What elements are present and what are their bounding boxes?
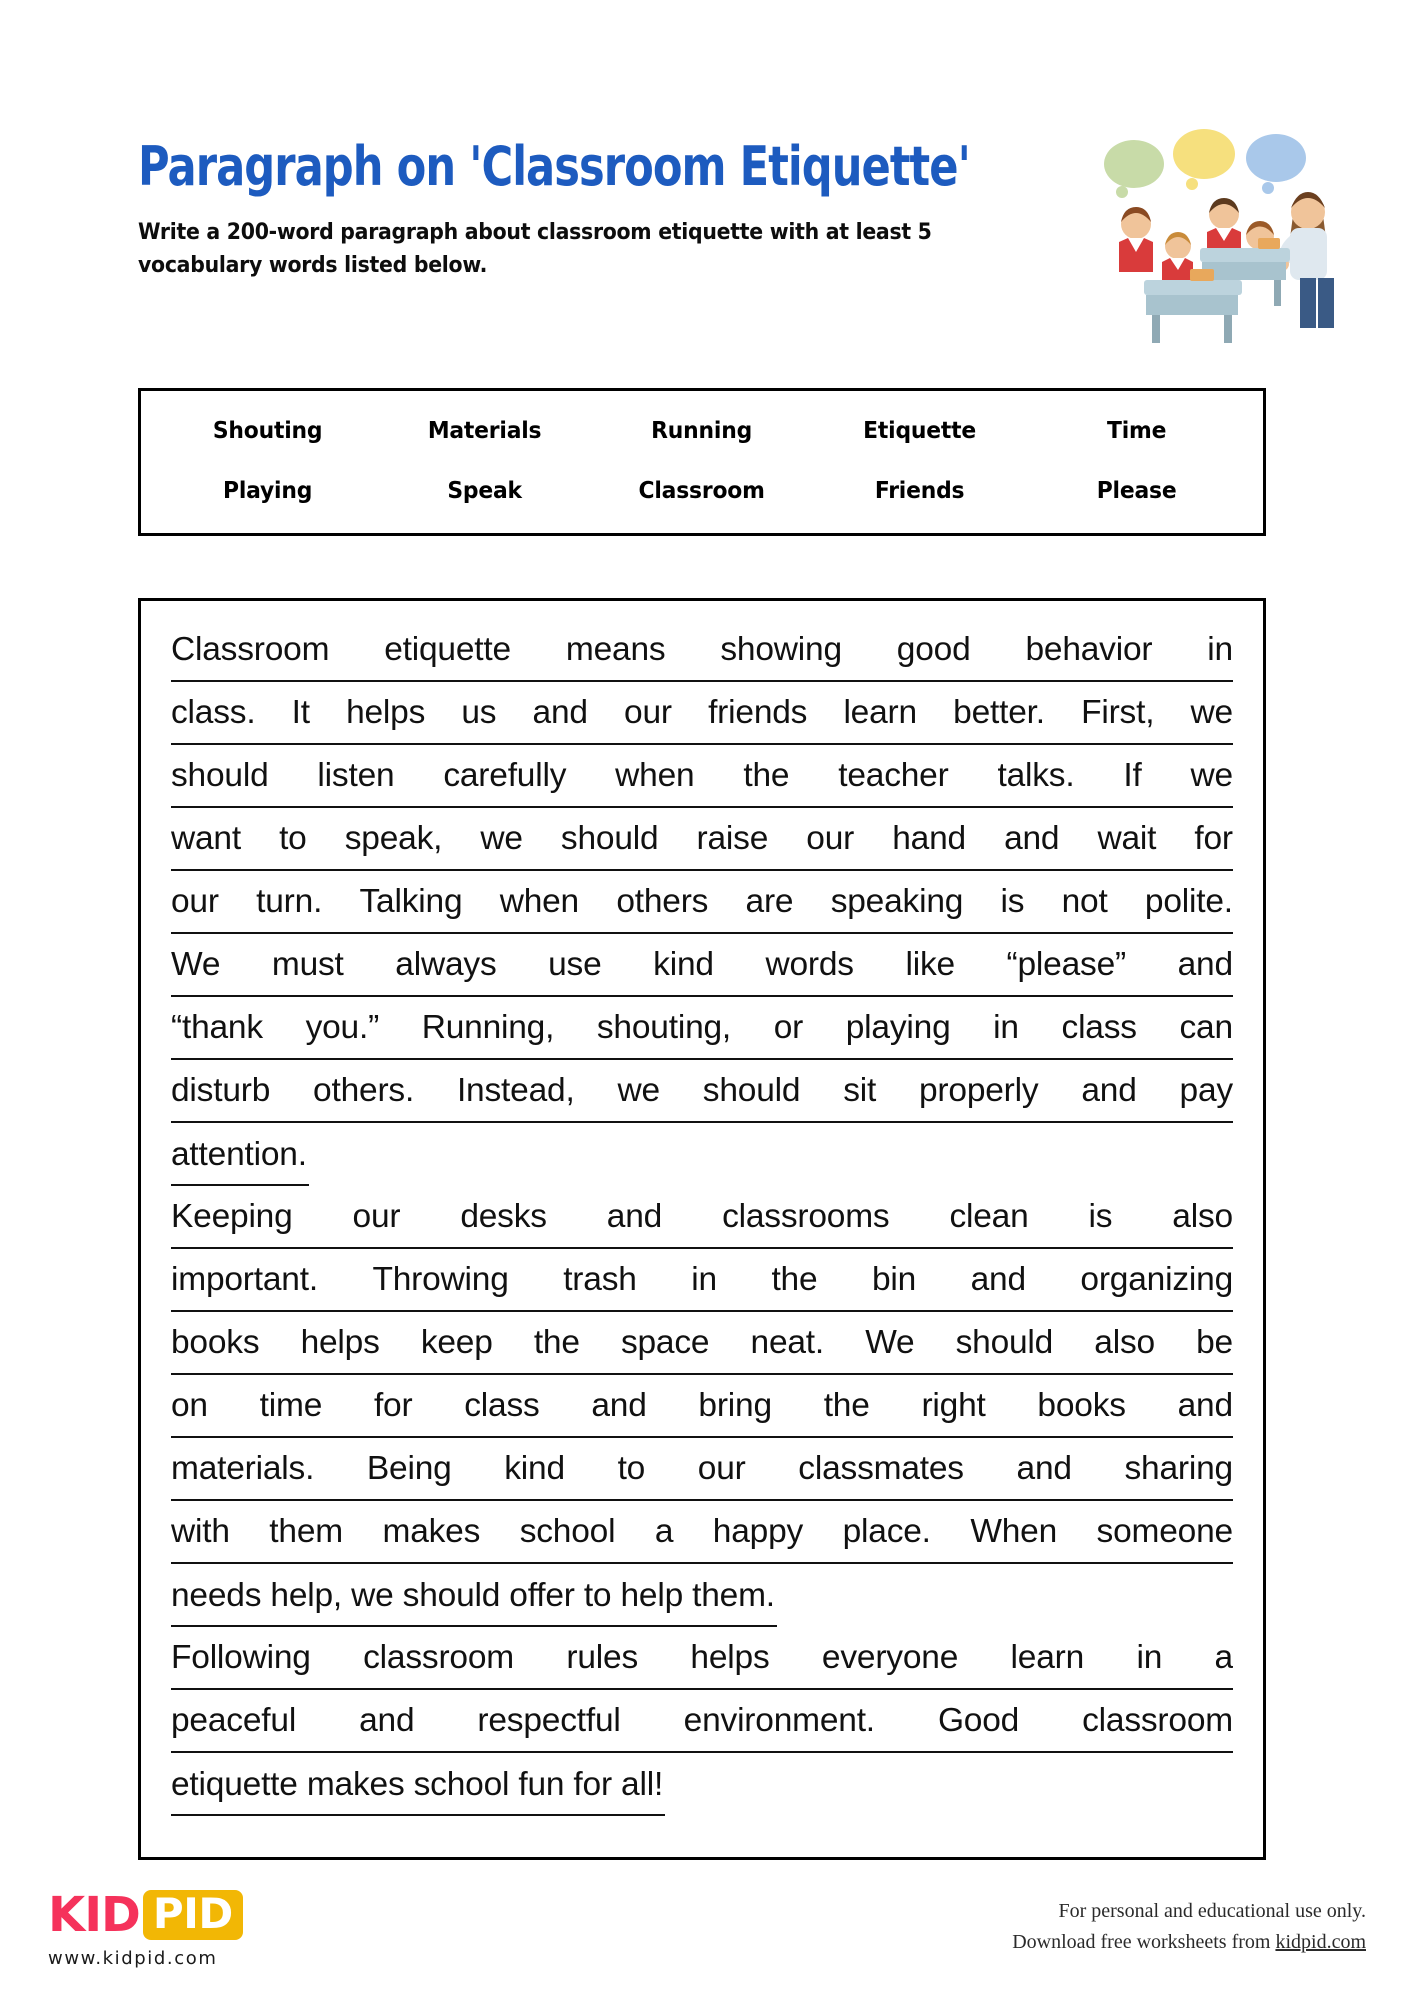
answer-word: also [1094, 1324, 1155, 1361]
answer-word: to [617, 1450, 646, 1487]
answer-word: happy [712, 1513, 804, 1550]
answer-line [171, 1186, 1233, 1249]
vocab-word: Playing [223, 478, 313, 504]
answer-writing-area[interactable] [138, 598, 1266, 1860]
answer-word: everyone [821, 1639, 959, 1676]
answer-word: in [1207, 631, 1233, 668]
answer-word: and [359, 1702, 415, 1739]
answer-word: books [171, 1324, 260, 1361]
answer-word: sit [843, 1072, 877, 1109]
answer-word: time [259, 1387, 323, 1424]
answer-word: like [905, 946, 955, 983]
answer-line [171, 1060, 1233, 1123]
answer-word: you.” [305, 1009, 380, 1046]
answer-word: must [271, 946, 344, 983]
answer-word: If [1123, 757, 1142, 794]
answer-word: better. [953, 694, 1045, 731]
answer-line [171, 1438, 1233, 1501]
answer-word: raise [696, 820, 769, 857]
answer-word: helps [346, 694, 426, 731]
answer-word: or [773, 1009, 804, 1046]
answer-word: “thank [171, 1009, 263, 1046]
answer-word: the [533, 1324, 580, 1361]
answer-word: learn [843, 694, 917, 731]
answer-word: bin [871, 1261, 917, 1298]
answer-word: wait [1097, 820, 1157, 857]
answer-word: listen [317, 757, 395, 794]
vocab-word: Classroom [638, 478, 766, 504]
answer-line: attention. [171, 1123, 309, 1186]
logo-pid-text: PID [152, 1889, 233, 1938]
answer-word: Running, [421, 1009, 555, 1046]
answer-word: It [291, 694, 310, 731]
answer-word: classmates [798, 1450, 964, 1487]
answer-word: should [171, 757, 269, 794]
answer-word: classrooms [722, 1198, 890, 1235]
logo-website-url: www.kidpid.com [48, 1948, 218, 1969]
answer-word: our [352, 1198, 401, 1235]
answer-word: is [1000, 883, 1025, 920]
answer-word: When [970, 1513, 1058, 1550]
answer-word: and [1177, 1387, 1233, 1424]
answer-word: someone [1096, 1513, 1233, 1550]
answer-line [171, 1375, 1233, 1438]
vocab-word: Etiquette [862, 418, 976, 444]
answer-line [171, 997, 1233, 1060]
vocab-word: Please [1096, 478, 1177, 504]
answer-line-wrap [171, 1123, 1233, 1186]
answer-word: should [955, 1324, 1054, 1361]
logo-wordmark [48, 1888, 368, 1942]
answer-word: “please” [1006, 946, 1126, 983]
footer [0, 1880, 1414, 2000]
answer-word: want [171, 820, 241, 857]
answer-line [171, 871, 1233, 934]
footer-kidpid-link[interactable]: kidpid.com [1275, 1931, 1366, 1953]
answer-word: turn. [256, 883, 323, 920]
answer-word: our [806, 820, 855, 857]
answer-paragraph [171, 619, 1233, 1186]
footer-notice-line2 [1012, 1927, 1366, 1958]
footer-notice-prefix: Download free worksheets from [1012, 1931, 1276, 1953]
answer-word: carefully [443, 757, 567, 794]
kidpid-logo [48, 1888, 368, 1969]
answer-word: and [591, 1387, 647, 1424]
answer-text [171, 619, 1233, 1816]
answer-line-wrap [171, 1753, 1233, 1816]
answer-word: can [1179, 1009, 1233, 1046]
answer-word: school [519, 1513, 616, 1550]
answer-word: with [171, 1513, 230, 1550]
page-instructions: Write a 200-word paragraph about classroom etiquette with at least 5 vocabulary words listed below. [138, 220, 932, 278]
classroom-illustration-icon [1062, 128, 1362, 343]
answer-line [171, 1690, 1233, 1753]
answer-word: the [743, 757, 790, 794]
answer-word: and [1016, 1450, 1072, 1487]
answer-word: should [702, 1072, 801, 1109]
answer-word: makes [382, 1513, 481, 1550]
answer-word: speak, [344, 820, 443, 857]
footer-notice [1012, 1896, 1366, 1958]
answer-word: them [269, 1513, 343, 1550]
answer-word: respectful [477, 1702, 621, 1739]
answer-word: class [1061, 1009, 1137, 1046]
answer-word: pay [1179, 1072, 1233, 1109]
answer-word: friends [708, 694, 808, 731]
answer-word: kind [653, 946, 714, 983]
answer-word: others. [313, 1072, 415, 1109]
answer-word: books [1037, 1387, 1126, 1424]
answer-word: playing [845, 1009, 951, 1046]
answer-word: a [1214, 1639, 1233, 1676]
answer-word: for [1194, 820, 1233, 857]
answer-word: when [499, 883, 579, 920]
answer-word: place. [842, 1513, 931, 1550]
vocab-word: Materials [428, 418, 542, 444]
answer-word: the [771, 1261, 818, 1298]
answer-word: First, [1081, 694, 1155, 731]
answer-word: trash [563, 1261, 637, 1298]
answer-word: always [395, 946, 497, 983]
answer-word: disturb [171, 1072, 271, 1109]
answer-word: in [691, 1261, 717, 1298]
answer-word: environment. [683, 1702, 875, 1739]
answer-word: properly [919, 1072, 1039, 1109]
answer-word: kind [504, 1450, 565, 1487]
answer-word: the [823, 1387, 870, 1424]
answer-word: etiquette [384, 631, 511, 668]
answer-word: our [624, 694, 672, 731]
answer-paragraph [171, 1186, 1233, 1627]
vocabulary-word-bank [138, 388, 1266, 536]
answer-word: we [480, 820, 523, 857]
answer-word: talks. [997, 757, 1075, 794]
answer-word: classroom [363, 1639, 514, 1676]
answer-word: not [1061, 883, 1108, 920]
answer-word: when [615, 757, 695, 794]
answer-line: needs help, we should offer to help them. [171, 1564, 777, 1627]
answer-word: and [1004, 820, 1060, 857]
answer-line [171, 1312, 1233, 1375]
answer-line [171, 1249, 1233, 1312]
answer-word: clean [949, 1198, 1029, 1235]
answer-word: class. [171, 694, 256, 731]
answer-word: and [1081, 1072, 1137, 1109]
page-title: Paragraph on 'Classroom Etiquette' [138, 135, 970, 198]
answer-word: our [697, 1450, 746, 1487]
answer-word: and [606, 1198, 663, 1235]
logo-kid-text: KID [48, 1887, 140, 1943]
answer-word: in [993, 1009, 1019, 1046]
answer-line [171, 1501, 1233, 1564]
answer-word: keep [420, 1324, 493, 1361]
answer-word: bring [698, 1387, 772, 1424]
answer-word: Instead, [456, 1072, 575, 1109]
answer-word: others [616, 883, 709, 920]
answer-word: Throwing [372, 1261, 509, 1298]
answer-line [171, 619, 1233, 682]
answer-word: peaceful [171, 1702, 297, 1739]
answer-word: should [560, 820, 659, 857]
answer-word: use [548, 946, 602, 983]
answer-word: good [896, 631, 971, 668]
answer-word: we [1190, 757, 1233, 794]
answer-word: Talking [359, 883, 463, 920]
answer-word: shouting, [596, 1009, 732, 1046]
answer-word: Following [171, 1639, 311, 1676]
answer-word: materials. [171, 1450, 315, 1487]
answer-word: be [1196, 1324, 1233, 1361]
answer-word: polite. [1144, 883, 1233, 920]
answer-word: speaking [830, 883, 964, 920]
answer-word: teacher [838, 757, 949, 794]
answer-word: a [654, 1513, 674, 1550]
answer-word: right [921, 1387, 986, 1424]
answer-word: classroom [1082, 1702, 1233, 1739]
answer-word: in [1136, 1639, 1163, 1676]
answer-word: are [745, 883, 794, 920]
vocab-word: Shouting [212, 418, 323, 444]
logo-pid-badge [143, 1890, 243, 1940]
answer-word: hand [892, 820, 966, 857]
answer-word: is [1088, 1198, 1113, 1235]
vocab-word: Running [651, 418, 753, 444]
answer-word: helps [300, 1324, 380, 1361]
answer-word: space [620, 1324, 710, 1361]
answer-word: and [532, 694, 588, 731]
answer-word: our [171, 883, 219, 920]
answer-word: We [171, 946, 221, 983]
answer-word: We [865, 1324, 915, 1361]
answer-word: and [970, 1261, 1026, 1298]
answer-line [171, 1627, 1233, 1690]
answer-word: we [1190, 694, 1233, 731]
answer-word: sharing [1124, 1450, 1233, 1487]
vocab-word: Friends [874, 478, 964, 504]
answer-word: Being [366, 1450, 452, 1487]
footer-notice-line1: For personal and educational use only. [1058, 1900, 1366, 1922]
answer-word: on [171, 1387, 208, 1424]
answer-word: neat. [750, 1324, 825, 1361]
answer-word: showing [720, 631, 842, 668]
answer-word: Good [937, 1702, 1020, 1739]
answer-word: to [279, 820, 307, 857]
vocab-word: Time [1106, 418, 1167, 444]
answer-word: class [464, 1387, 540, 1424]
answer-line [171, 745, 1233, 808]
vocabulary-grid [141, 391, 1263, 533]
answer-word: Classroom [171, 631, 330, 668]
answer-word: means [565, 631, 666, 668]
answer-word: us [461, 694, 497, 731]
answer-word: also [1172, 1198, 1233, 1235]
answer-word: desks [460, 1198, 547, 1235]
answer-word: helps [690, 1639, 770, 1676]
answer-line [171, 934, 1233, 997]
answer-line [171, 808, 1233, 871]
answer-line: etiquette makes school fun for all! [171, 1753, 665, 1816]
answer-word: Keeping [171, 1198, 293, 1235]
vocab-word: Speak [447, 478, 523, 504]
answer-paragraph [171, 1627, 1233, 1816]
answer-word: rules [566, 1639, 639, 1676]
answer-word: learn [1010, 1639, 1085, 1676]
answer-line-wrap [171, 1564, 1233, 1627]
answer-line [171, 682, 1233, 745]
answer-word: and [1177, 946, 1233, 983]
answer-word: for [373, 1387, 413, 1424]
answer-word: important. [171, 1261, 318, 1298]
answer-word: words [765, 946, 854, 983]
answer-word: behavior [1025, 631, 1153, 668]
answer-word: we [617, 1072, 660, 1109]
answer-word: organizing [1080, 1261, 1233, 1298]
